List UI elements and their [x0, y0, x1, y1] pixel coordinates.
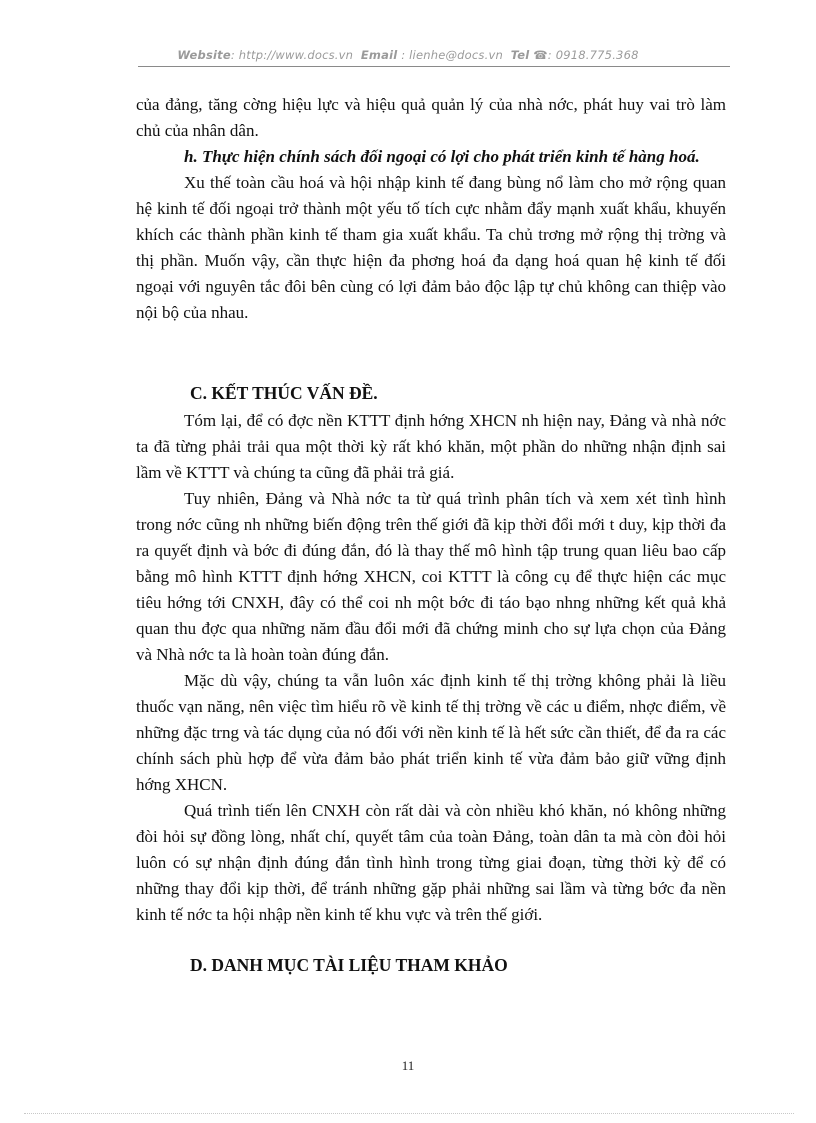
document-body [136, 92, 726, 975]
phone-icon: ☎ [533, 48, 548, 62]
subheading-h: h. Thực hiện chính sách đối ngoại có lợi cho phát triển kinh tế hàng hoá. [184, 147, 700, 166]
email-label: Email [360, 48, 398, 62]
header-divider [138, 66, 730, 67]
paragraph-continuation: của đảng, tăng cờng hiệu lực và hiệu quả quản lý của nhà nớc, phát huy vai trò làm chủ của nhân dân. [136, 95, 726, 140]
section-d-title: D. DANH MỤC TÀI LIỆU THAM KHẢO [190, 955, 508, 975]
page-header [0, 48, 816, 62]
tel-label: Tel [510, 48, 530, 62]
email-value: : lienhe@docs.vn [401, 48, 503, 62]
paragraph-reform: Tuy nhiên, Đảng và Nhà nớc ta từ quá trình phân tích và xem xét tình hình trong nớc cũng nh những biến động trên thế giới đã kịp thời đổi mới t duy, kịp thời đa ra quyết định và bớc đi đúng đắn, đó là thay thế mô hình tập trung quan liêu bao cấp bằng mô hình KTTT định hớng XHCN, coi KTTT là công cụ để thực hiện các mục tiêu hớng tới CNXH, đây có thể coi nh một bớc đi táo bạo nhng những kết quả khả quan thu đợc qua những năm đầu đổi mới đã chứng minh cho sự lựa chọn của Đảng và Nhà nớc ta là hoàn toàn đúng đắn. [136, 489, 726, 664]
page-number: 11 [401, 1058, 415, 1073]
paragraph-conclusion: Quá trình tiến lên CNXH còn rất dài và còn nhiều khó khăn, nó không những đòi hỏi sự đồng lòng, nhất chí, quyết tâm của toàn Đảng, toàn dân ta mà còn đòi hỏi luôn có sự nhận định đúng đắn tình hình trong từng giai đoạn, từng thời kỳ để có những thay đổi kịp thời, để tránh những gặp phải những sai lầm và từng bớc đa nền kinh tế nớc ta hội nhập nền kinh tế khu vực và trên thế giới. [136, 801, 726, 924]
section-c-title: C. KẾT THÚC VẤN ĐỀ. [190, 383, 378, 403]
paragraph-market-economy: Mặc dù vậy, chúng ta vẫn luôn xác định kinh tế thị trờng không phải là liều thuốc vạn năng, nên việc tìm hiểu rõ về kinh tế thị trờng về các u điểm, nhợc điểm, về những đặc trng và tác dụng của nó đối với nền kinh tế là hết sức cần thiết, để đa ra các chính sách phù hợp để vừa đảm bảo phát triển kinh tế vừa đảm bảo giữ vững định hớng XHCN. [136, 671, 726, 794]
website-value: : http://www.docs.vn [230, 48, 354, 62]
paragraph-foreign-relations: Xu thế toàn cầu hoá và hội nhập kinh tế đang bùng nổ làm cho mở rộng quan hệ kinh tế đối ngoại trở thành một yếu tố tích cực nhằm đẩy mạnh xuất khẩu, khuyến khích các thành phần kinh tế tham gia xuất khẩu. Ta chủ trơng mở rộng thị trờng và thị phần. Muốn vậy, cần thực hiện đa phơng hoá đa dạng hoá quan hệ kinh tế đối ngoại với nguyên tắc đôi bên cùng có lợi đảm bảo độc lập tự chủ không can thiệp vào nội bộ của nhau. [136, 173, 726, 322]
tel-value: : 0918.775.368 [547, 48, 639, 62]
page-bottom-border [24, 1113, 794, 1114]
paragraph-summary: Tóm lại, để có đợc nền KTTT định hớng XHCN nh hiện nay, Đảng và nhà nớc ta đã từng phải trải qua một thời kỳ rất khó khăn, một phần do những nhận định sai lầm về KTTT và chúng ta cũng đã phải trả giá. [136, 411, 726, 482]
website-label: Website [177, 48, 231, 62]
